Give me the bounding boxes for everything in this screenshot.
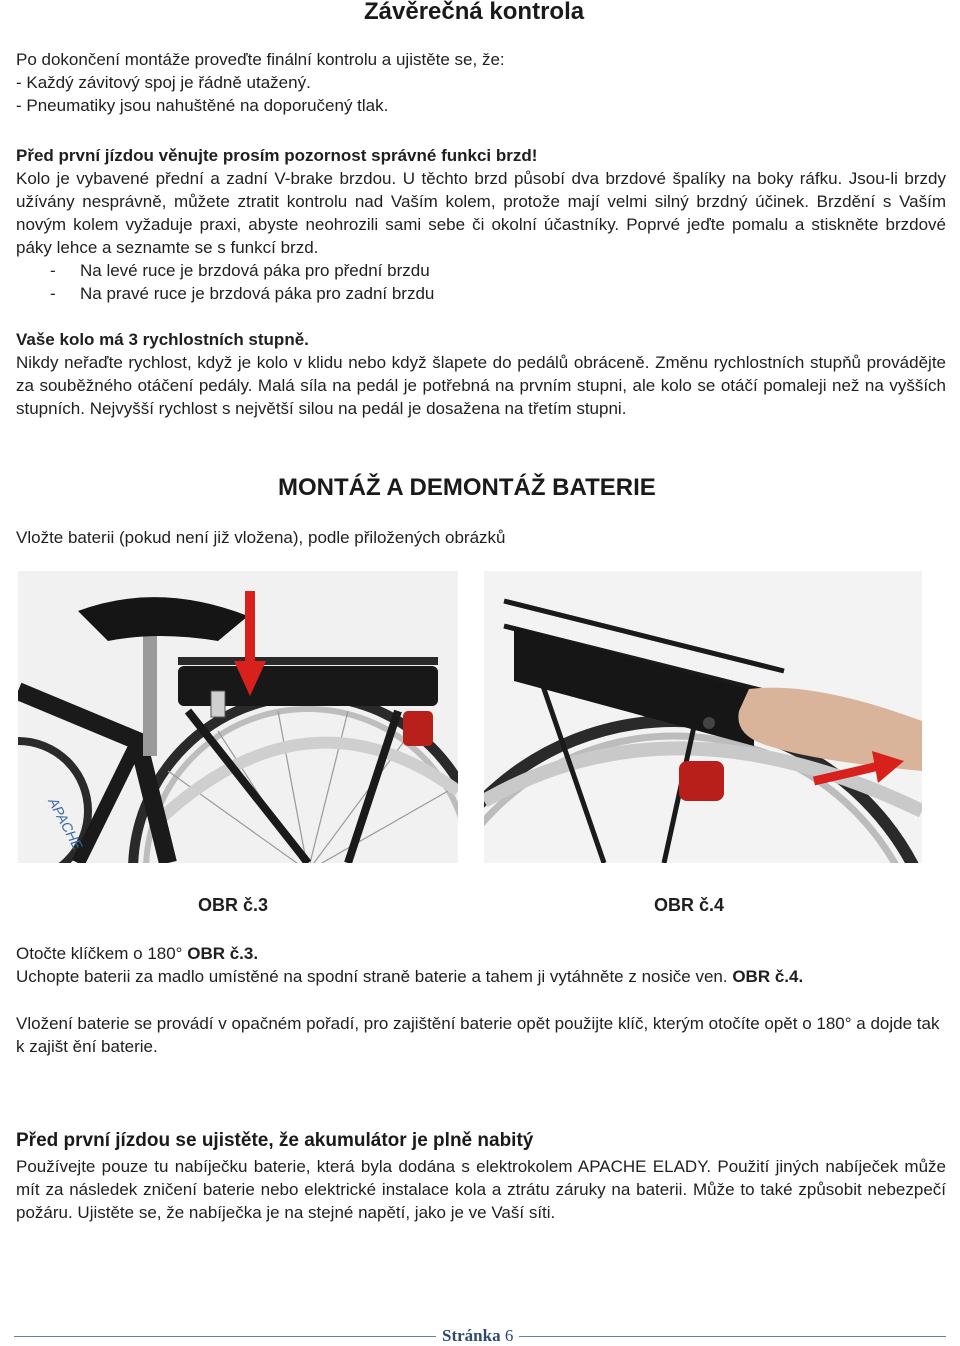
bullet-dash: - bbox=[50, 284, 56, 303]
bullet-text: Na pravé ruce je brzdová páka pro zadní brzdu bbox=[80, 284, 435, 303]
final-check-item: - Pneumatiky jsou nahuštěné na doporučený tlak. bbox=[16, 96, 389, 115]
final-check-item: - Každý závitový spoj je řádně utažený. bbox=[16, 73, 311, 92]
battery-step-1 bbox=[16, 942, 946, 965]
gears-text: Nikdy neřaďte rychlost, když je kolo v klidu nebo když šlapete do pedálů obráceně. Změnu rychlostních stupňů provádějte za souběžného otáčení pedály. Malá síla na pedál je potřebná na prvním stupni, ale kolo se otáčí pomaleji než na vyšších stupních. Nejvyšší rychlost s největší silou na pedál je dosažena na třetím stupni. bbox=[16, 353, 946, 418]
final-check-block bbox=[16, 48, 946, 117]
battery-steps bbox=[16, 942, 946, 988]
step-2-text: Uchopte baterii za madlo umístěné na spodní straně baterie a tahem ji vytáhněte z nosiče ven. bbox=[16, 967, 733, 986]
brakes-heading: Před první jízdou věnujte prosím pozornost správné funkci brzd! bbox=[16, 146, 538, 165]
battery-intro: Vložte baterii (pokud není již vložena), podle přiložených obrázků bbox=[16, 528, 506, 547]
list-item bbox=[16, 282, 946, 305]
bullet-text: Na levé ruce je brzdová páka pro přední brzdu bbox=[80, 261, 430, 280]
step-2-ref: OBR č.4. bbox=[732, 967, 804, 986]
battery-step-2 bbox=[16, 965, 946, 988]
caption-obr-4: OBR č.4 bbox=[654, 895, 725, 915]
list-item bbox=[16, 259, 946, 282]
footer-label: Stránka bbox=[442, 1326, 501, 1345]
battery-section-heading: MONTÁŽ A DEMONTÁŽ BATERIE bbox=[278, 474, 656, 501]
gears-heading: Vaše kolo má 3 rychlostních stupně. bbox=[16, 330, 309, 349]
page-footer bbox=[436, 1326, 519, 1346]
final-check-intro: Po dokončení montáže proveďte finální kontrolu a ujistěte se, že: bbox=[16, 50, 505, 69]
bullet-dash: - bbox=[50, 261, 56, 280]
battery-removal-illustration bbox=[484, 571, 922, 863]
photo-battery-removal bbox=[484, 571, 922, 863]
frame-brand-text: APACHE bbox=[45, 794, 87, 853]
bike-rear-illustration bbox=[18, 571, 458, 863]
brakes-block bbox=[16, 144, 946, 305]
charging-heading: Před první jízdou se ujistěte, že akumulátor je plně nabitý bbox=[16, 1130, 534, 1151]
caption-obr-3: OBR č.3 bbox=[198, 895, 269, 915]
gears-block bbox=[16, 328, 946, 420]
page-title: Závěrečná kontrola bbox=[364, 0, 585, 25]
step-1-text: Otočte klíčkem o 180° bbox=[16, 944, 188, 963]
step-1-ref: OBR č.3. bbox=[187, 944, 259, 963]
photo-battery-key bbox=[18, 571, 458, 863]
charging-text: Používejte pouze tu nabíječku baterie, která byla dodána s elektrokolem APACHE ELADY. Použití jiných nabíječek může mít za následek zničení baterie nebo elektrické instalace kola a ztrátu záruky na baterii. Může to také způsobit nebezpečí požáru. Ujistěte se, že nabíječka je na stejné napětí, jako je ve Vaší síti. bbox=[16, 1157, 946, 1222]
page-number: 6 bbox=[504, 1326, 514, 1345]
brakes-text: Kolo je vybavené přední a zadní V-brake brzdou. U těchto brzd působí dva brzdové špalíky na boky ráfku. Jsou-li brzdy užívány nesprávně, můžete ztratit kontrolu nad Vaším kolem, protože mají velmi silný brzdný účinek. Brzdění s Vaším novým kolem vyžaduje praxi, abyste neohrozili sami sebe či okolní účastníky. Poprvé jeďte pomalu a stiskněte brzdové páky lehce a seznamte se s funkcí brzd. bbox=[16, 169, 946, 257]
battery-step-3: Vložení baterie se provádí v opačném pořadí, pro zajištění baterie opět použijte klíč, kterým otočíte opět o 180° a dojde tak k zajišt ění baterie. bbox=[16, 1014, 940, 1056]
